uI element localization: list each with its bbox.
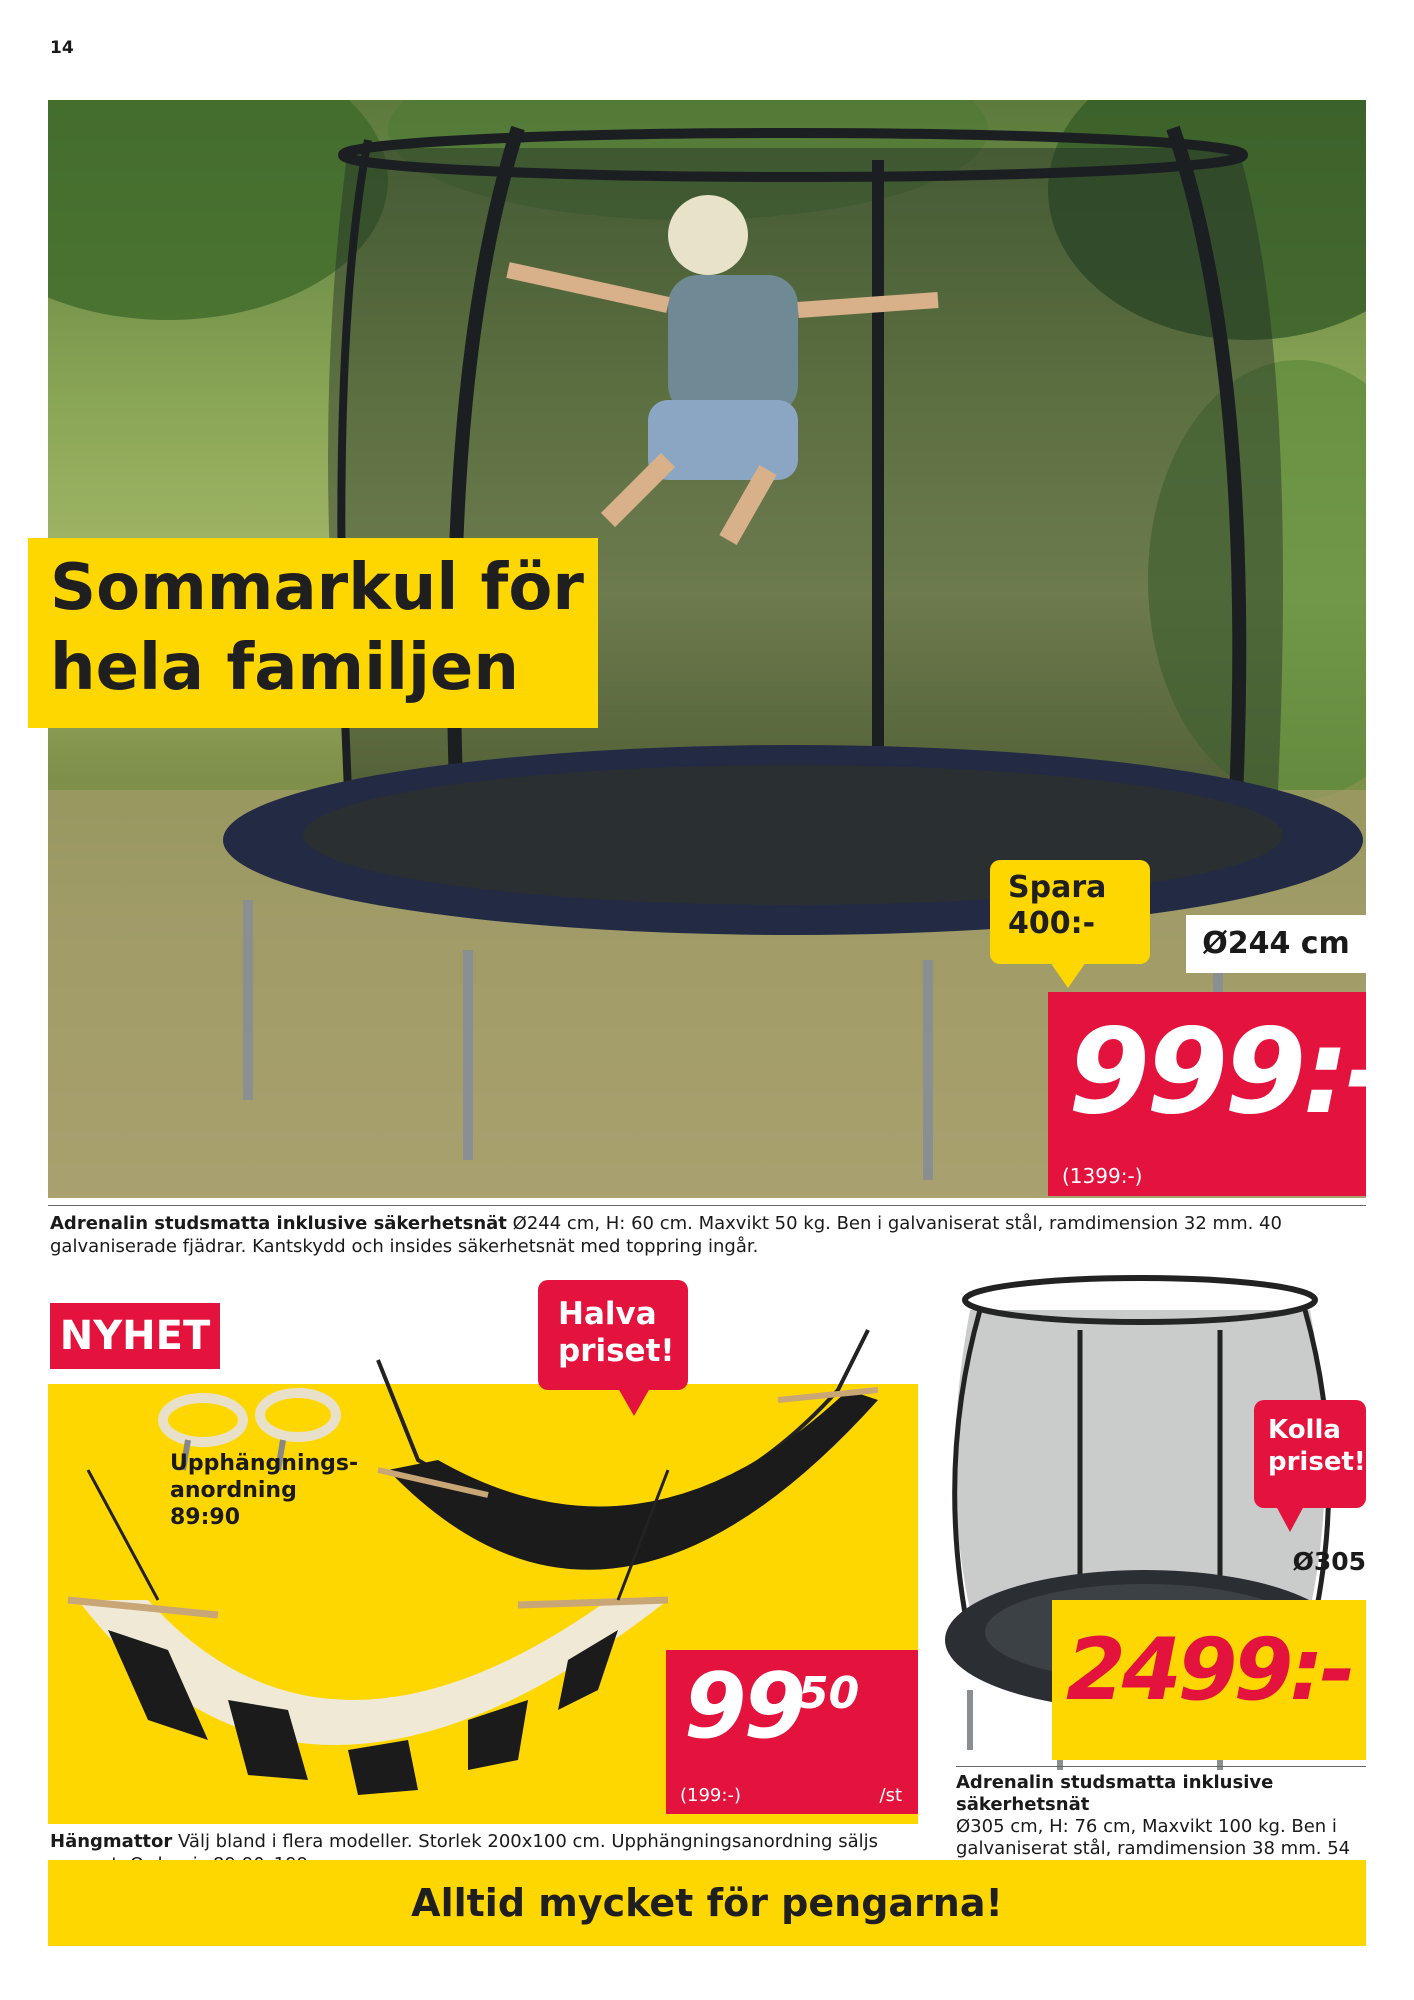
- product-details: Ø244 cm, H: 60 cm. Maxvikt 50 kg. Ben i galvaniserat stål, ramdimension 32 mm. 40 galvaniserade fjädrar. Kantskydd och insides säkerhetsnät med toppring ingår.: [50, 1213, 1282, 1257]
- price-main: 99: [684, 1654, 804, 1759]
- accessory-label: [170, 1450, 358, 1531]
- product-name: Adrenalin studsmatta inklusive säkerhetsnät: [956, 1772, 1274, 1815]
- product-name: Adrenalin studsmatta inklusive säkerhetsnät: [50, 1213, 507, 1234]
- half-price-badge: [538, 1280, 688, 1390]
- price-unit: /st: [879, 1785, 902, 1806]
- headline: Sommarkul för hela familjen: [50, 551, 584, 705]
- save-badge-text: Spara 400:-: [1008, 870, 1107, 941]
- save-badge-tail: [1050, 962, 1086, 988]
- footer-tagline: Alltid mycket för pengarna!: [48, 1860, 1366, 1946]
- half-price-tail: [618, 1388, 650, 1416]
- dimension-tag-305: Ø305: [1292, 1547, 1366, 1576]
- divider: [48, 1205, 1366, 1206]
- price-tag-trampoline-244: [1048, 992, 1391, 1196]
- price: 999:-: [1068, 1002, 1391, 1140]
- old-price: (1399:-): [1062, 1164, 1143, 1188]
- accessory-name: Upphängnings- anordning: [170, 1451, 359, 1503]
- old-price: (199:-): [680, 1785, 741, 1806]
- price-tag-trampoline-305: [1052, 1600, 1366, 1760]
- check-price-text: Kolla priset!: [1268, 1415, 1366, 1477]
- product-description-trampoline-244: [50, 1212, 1350, 1258]
- product-details: Välj bland i flera modeller. Storlek 200x100 cm. Upphängningsanordning säljs: [178, 1831, 878, 1852]
- price-tag-hammock: [666, 1650, 918, 1814]
- divider-305: [956, 1766, 1366, 1767]
- check-price-tail: [1276, 1506, 1304, 1532]
- save-badge: [990, 860, 1150, 964]
- check-price-badge: [1254, 1400, 1366, 1508]
- dimension-tag: Ø244 cm: [1186, 915, 1366, 973]
- product-name: Hängmattor: [50, 1831, 173, 1852]
- page-number: 14: [50, 38, 74, 58]
- price: 2499:-: [1066, 1620, 1352, 1720]
- accessory-price: 89:90: [170, 1505, 241, 1530]
- price-decimals: 50: [798, 1668, 860, 1719]
- half-price-text: Halva priset!: [558, 1296, 675, 1369]
- product-details: Ø305 cm, H: 76 cm, Maxvikt 100 kg. Ben i galvaniserat stål, ramdimension 38 mm. 54: [956, 1816, 1351, 1859]
- new-badge: NYHET: [50, 1303, 220, 1369]
